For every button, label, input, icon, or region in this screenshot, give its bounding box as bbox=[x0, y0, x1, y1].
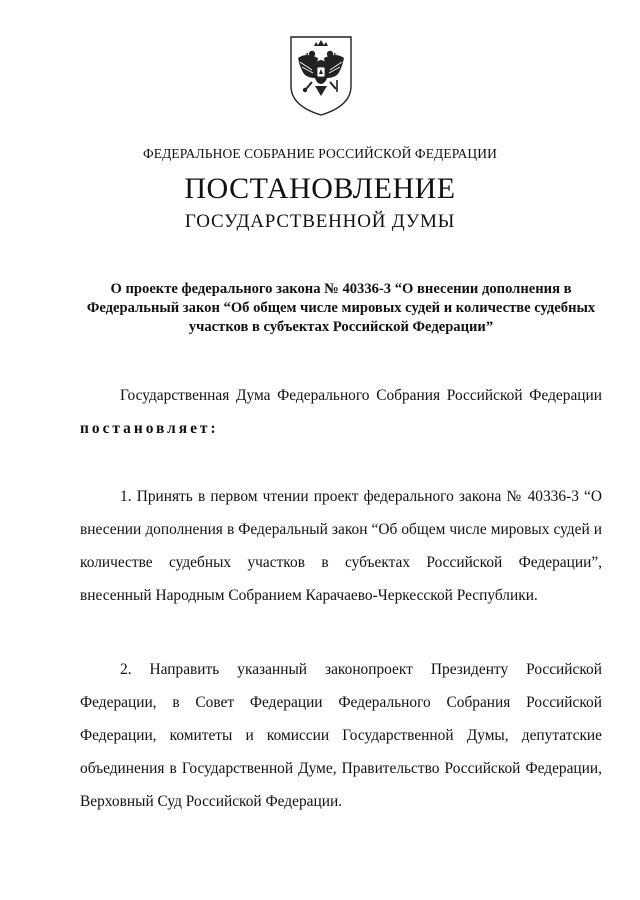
preamble-text: Государственная Дума Федерального Собрания Российской Федерации bbox=[120, 387, 602, 404]
state-emblem-icon bbox=[288, 34, 354, 118]
document-subject: О проекте федерального закона № 40336-3 “О внесении дополнения в Федеральный закон “Об общем числе мировых судей и количестве судебных участков в субъектах Российской Федерации” bbox=[86, 281, 596, 335]
resolution-point-2: 2. Направить указанный законопроект Президенту Российской Федерации, в Совет Федерации Федерального Собрания Российской Федерации, комитеты и комиссии Государственной Думы, депутатские объединения в Государственной Думе, Правительство Российской Федерации, Верховный Суд Российской Федерации. bbox=[80, 661, 602, 810]
assembly-heading: ФЕДЕРАЛЬНОЕ СОБРАНИЕ РОССИЙСКОЙ ФЕДЕРАЦИИ bbox=[143, 146, 497, 161]
preamble-verb: постановляет: bbox=[80, 420, 219, 437]
document-type-title: ПОСТАНОВЛЕНИЕ bbox=[184, 172, 456, 205]
resolution-point-1: 1. Принять в первом чтении проект федерального закона № 40336-3 “О внесении дополнения в Федеральный закон “Об общем числе мировых судей и количестве судебных участков в субъектах Российской Федерации”, внесенный Народным Собранием Карачаево-Черкесской Республики. bbox=[80, 488, 602, 604]
document-issuer-title: ГОСУДАРСТВЕННОЙ ДУМЫ bbox=[184, 211, 456, 232]
preamble-paragraph bbox=[80, 379, 602, 445]
